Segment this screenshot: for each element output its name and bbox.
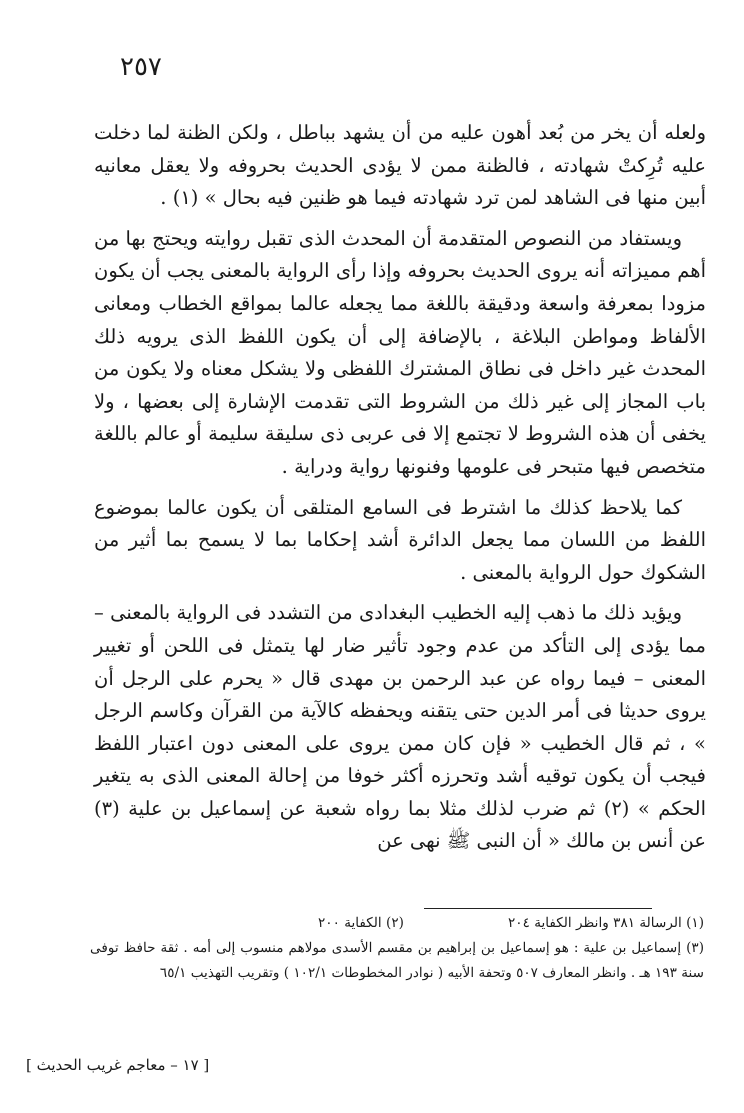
footnotes (90, 911, 704, 986)
paragraph-2: ويستفاد من النصوص المتقدمة أن المحدث الذى تقبل روايته ويحتج بها من أهم مميزاته أنه يروى الحديث بحروفه وإذا رأى الرواية بالمعنى يجب أن يكون مزودا بمعرفة واسعة ودقيقة باللغة مما يجعله عالما بمواقع الخطاب ومعانى الألفاظ ومواطن البلاغة ، بالإضافة إلى أن يكون اللفظ الذى يرويه ذلك المحدث غير داخل فى نطاق المشترك اللفظى ولا يشكل معناه ولا يكون من باب المجاز إلى غير ذلك من الشروط التى تقدمت الإشارة إلى بعضها ، ولا يخفى أن هذه الشروط لا تجتمع إلا فى عربى ذى سليقة سليمة أو عالم باللغة متخصص فيها متبحر فى علومها وفنونها رواية ودراية . (94, 226, 706, 478)
paragraph-1: ولعله أن يخر من بُعد أهون عليه من أن يشهد بباطل ، ولكن الظنة لما دخلت عليه تُرِكتْ شهادته ، فالظنة ممن لا يؤدى الحديث بحروفه ولا يعقل معانيه أبين منها فى الشاهد لمن ترد شهادته فيما هو ظنين فيه بحال » (١) . (94, 121, 706, 210)
footnote-separator (424, 908, 652, 909)
main-text (94, 117, 706, 858)
paragraph-4: ويؤيد ذلك ما ذهب إليه الخطيب البغدادى من التشدد فى الرواية بالمعنى – مما يؤدى إلى التأكد من عدم وجود تأثير ضار لها يتمثل فى اللحن أو تغيير المعنى – فيما رواه عن عبد الرحمن بن مهدى قال « يحرم على الرجل أن يروى حديثا فى أمر الدين حتى يتقنه ويحفظه كالآية من القرآن وكاسم الرجل » ، ثم قال الخطيب « فإن كان ممن يروى على المعنى دون اعتبار اللفظ فيجب أن يكون توقيه أشد وتحرزه أكثر خوفا من إحالة المعنى الذى به يتغير الحكم » (٢) ثم ضرب لذلك مثلا بما رواه شعبة عن إسماعيل بن علية (٣) عن أنس بن مالك « أن النبى ﷺ نهى عن (94, 601, 706, 853)
paragraph-3: كما يلاحظ كذلك ما اشترط فى السامع المتلقى أن يكون عالما بموضوع اللفظ من اللسان مما يجعل الدائرة أشد إحكاما بما لا يسمح بما أثير من الشكوك حول الرواية بالمعنى . (94, 495, 706, 584)
signature-mark: [ ١٧ – معاجم غريب الحديث ] (26, 1056, 210, 1074)
footnote-1: (١) الرسالة ٣٨١ وانظر الكفاية ٢٠٤ (507, 915, 704, 931)
footnote-3: (٣) إسماعيل بن علية : هو إسماعيل بن إبراهيم بن مقسم الأسدى مولاهم منسوب إلى أمه . ثقة حافظ توفى سنة ١٩٣ هـ . وانظر المعارف ٥٠٧ وتحفة الأبيه ( نوادر المخطوطات ١٠٢/١ ) وتقريب التهذيب ٦٥/١ (90, 940, 704, 981)
footnote-row (90, 911, 704, 936)
page-number: ٢٥٧ (120, 52, 162, 82)
footnote-2: (٢) الكفاية ٢٠٠ (317, 915, 404, 931)
